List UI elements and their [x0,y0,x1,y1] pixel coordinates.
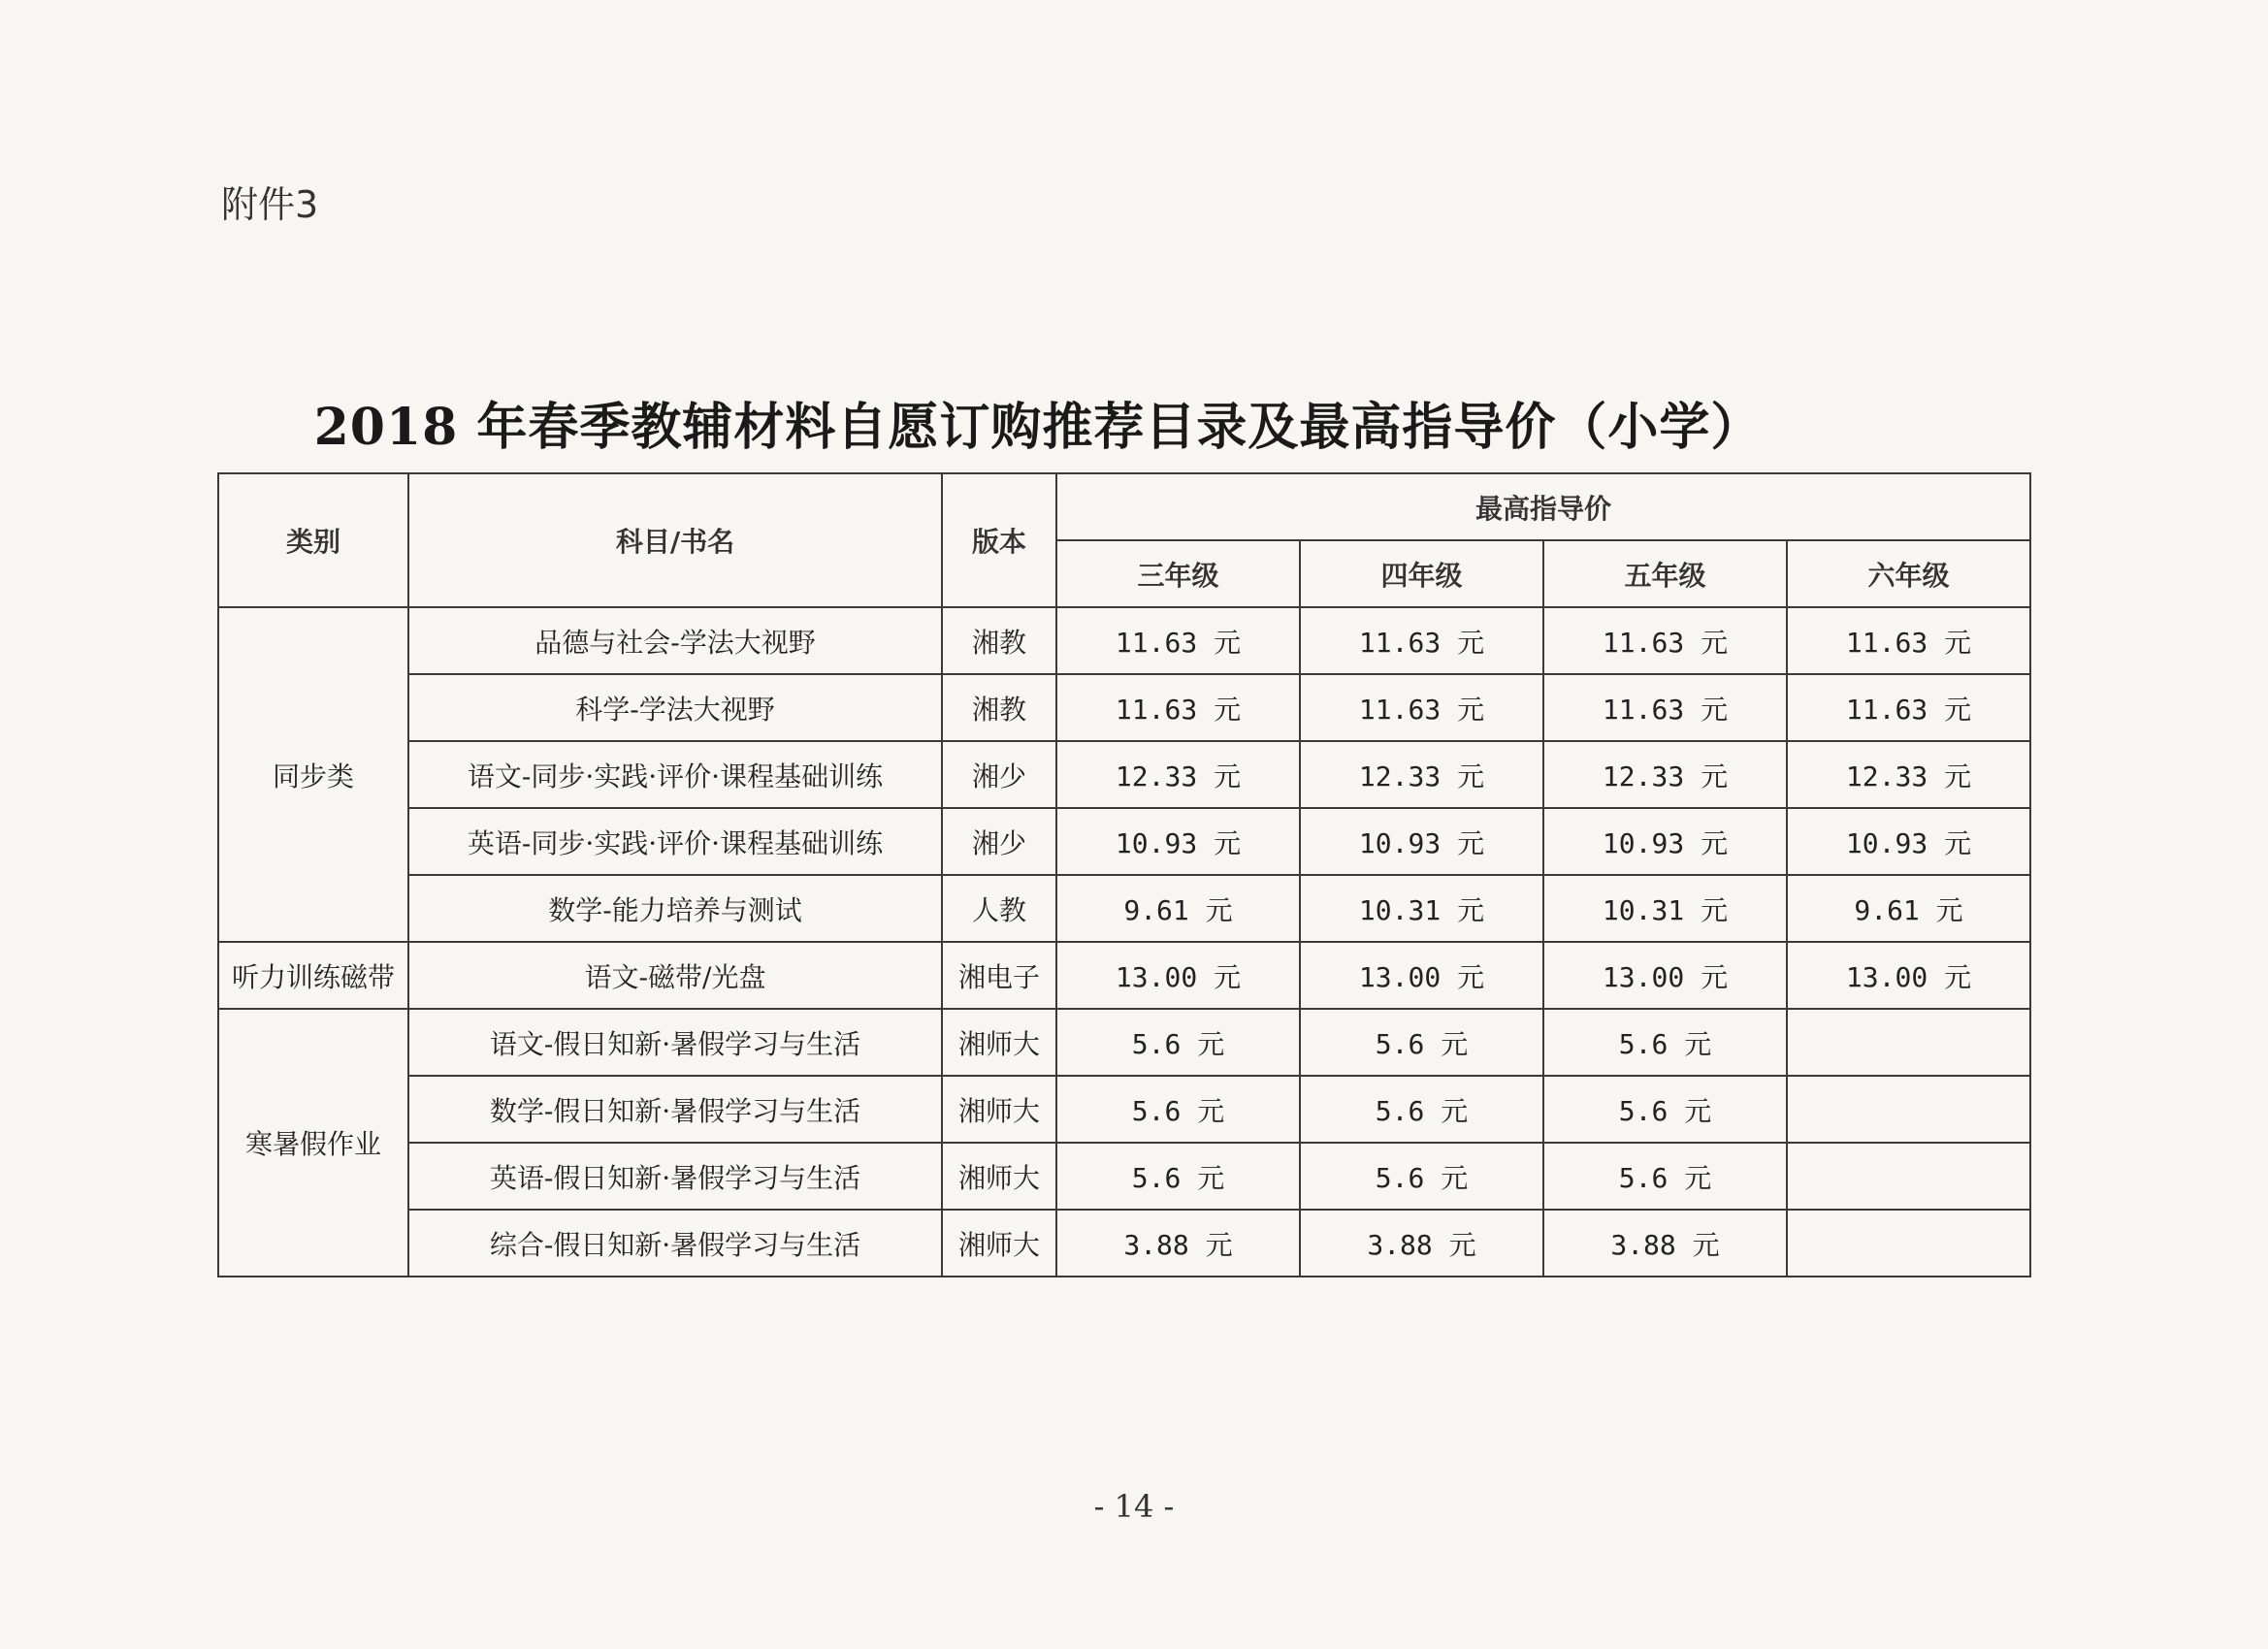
price-cell: 5.6 元 [1056,1009,1300,1076]
table-row [218,1009,2030,1076]
price-cell: 5.6 元 [1300,1076,1543,1143]
price-cell: 12.33 元 [1543,741,1787,808]
price-cell: 11.63 元 [1787,674,2030,741]
subject-cell: 英语-假日知新·暑假学习与生活 [408,1143,942,1210]
price-cell: 11.63 元 [1543,674,1787,741]
price-cell: 5.6 元 [1300,1009,1543,1076]
subject-cell: 语文-磁带/光盘 [408,942,942,1009]
price-cell [1787,1210,2030,1277]
table-row [218,1076,2030,1143]
subject-cell: 数学-能力培养与测试 [408,875,942,942]
edition-cell: 湘电子 [942,942,1056,1009]
price-cell: 10.31 元 [1300,875,1543,942]
price-cell [1787,1143,2030,1210]
price-cell [1787,1076,2030,1143]
price-cell: 12.33 元 [1787,741,2030,808]
table-row [218,808,2030,875]
price-cell: 10.93 元 [1543,808,1787,875]
subject-cell: 英语-同步·实践·评价·课程基础训练 [408,808,942,875]
price-cell: 10.93 元 [1056,808,1300,875]
price-cell: 13.00 元 [1056,942,1300,1009]
subject-cell: 语文-同步·实践·评价·课程基础训练 [408,741,942,808]
edition-cell: 湘师大 [942,1210,1056,1277]
edition-cell: 湘师大 [942,1076,1056,1143]
price-cell: 10.93 元 [1300,808,1543,875]
price-table [217,472,2031,1277]
edition-cell: 湘师大 [942,1009,1056,1076]
edition-cell: 湘教 [942,607,1056,674]
table-row [218,942,2030,1009]
price-cell: 5.6 元 [1056,1143,1300,1210]
table-row [218,607,2030,674]
edition-cell: 湘少 [942,741,1056,808]
table-row [218,674,2030,741]
document-title: 2018 年春季教辅材料自愿订购推荐目录及最高指导价（小学） [313,398,1763,457]
edition-cell: 湘师大 [942,1143,1056,1210]
price-cell: 10.93 元 [1787,808,2030,875]
price-cell: 12.33 元 [1056,741,1300,808]
price-cell: 13.00 元 [1787,942,2030,1009]
table-row [218,875,2030,942]
subject-cell: 科学-学法大视野 [408,674,942,741]
price-cell: 9.61 元 [1787,875,2030,942]
category-cell: 听力训练磁带 [218,942,408,1009]
header-category: 类别 [218,473,408,607]
price-cell: 10.31 元 [1543,875,1787,942]
subject-cell: 数学-假日知新·暑假学习与生活 [408,1076,942,1143]
edition-cell: 湘教 [942,674,1056,741]
price-cell: 11.63 元 [1300,674,1543,741]
subject-cell: 语文-假日知新·暑假学习与生活 [408,1009,942,1076]
table-row [218,741,2030,808]
edition-cell: 人教 [942,875,1056,942]
price-cell: 13.00 元 [1300,942,1543,1009]
header-subject: 科目/书名 [408,473,942,607]
subject-cell: 综合-假日知新·暑假学习与生活 [408,1210,942,1277]
price-cell: 3.88 元 [1543,1210,1787,1277]
price-cell: 5.6 元 [1056,1076,1300,1143]
price-cell: 11.63 元 [1543,607,1787,674]
page-number: - 14 - [1093,1488,1175,1525]
price-cell: 3.88 元 [1056,1210,1300,1277]
price-cell: 5.6 元 [1543,1143,1787,1210]
price-cell: 11.63 元 [1300,607,1543,674]
category-cell: 同步类 [218,607,408,942]
price-cell: 11.63 元 [1787,607,2030,674]
attachment-label: 附件3 [221,183,319,226]
header-grade-6: 六年级 [1787,540,2030,607]
header-grade-4: 四年级 [1300,540,1543,607]
category-cell: 寒暑假作业 [218,1009,408,1277]
header-max-price: 最高指导价 [1056,473,2030,540]
edition-cell: 湘少 [942,808,1056,875]
table-row [218,1143,2030,1210]
price-cell: 12.33 元 [1300,741,1543,808]
price-cell: 11.63 元 [1056,607,1300,674]
price-cell: 5.6 元 [1543,1076,1787,1143]
price-cell: 9.61 元 [1056,875,1300,942]
subject-cell: 品德与社会-学法大视野 [408,607,942,674]
price-cell: 5.6 元 [1300,1143,1543,1210]
price-cell: 13.00 元 [1543,942,1787,1009]
price-cell [1787,1009,2030,1076]
price-cell: 5.6 元 [1543,1009,1787,1076]
header-grade-5: 五年级 [1543,540,1787,607]
price-cell: 11.63 元 [1056,674,1300,741]
header-edition: 版本 [942,473,1056,607]
header-grade-3: 三年级 [1056,540,1300,607]
price-cell: 3.88 元 [1300,1210,1543,1277]
table-row [218,1210,2030,1277]
